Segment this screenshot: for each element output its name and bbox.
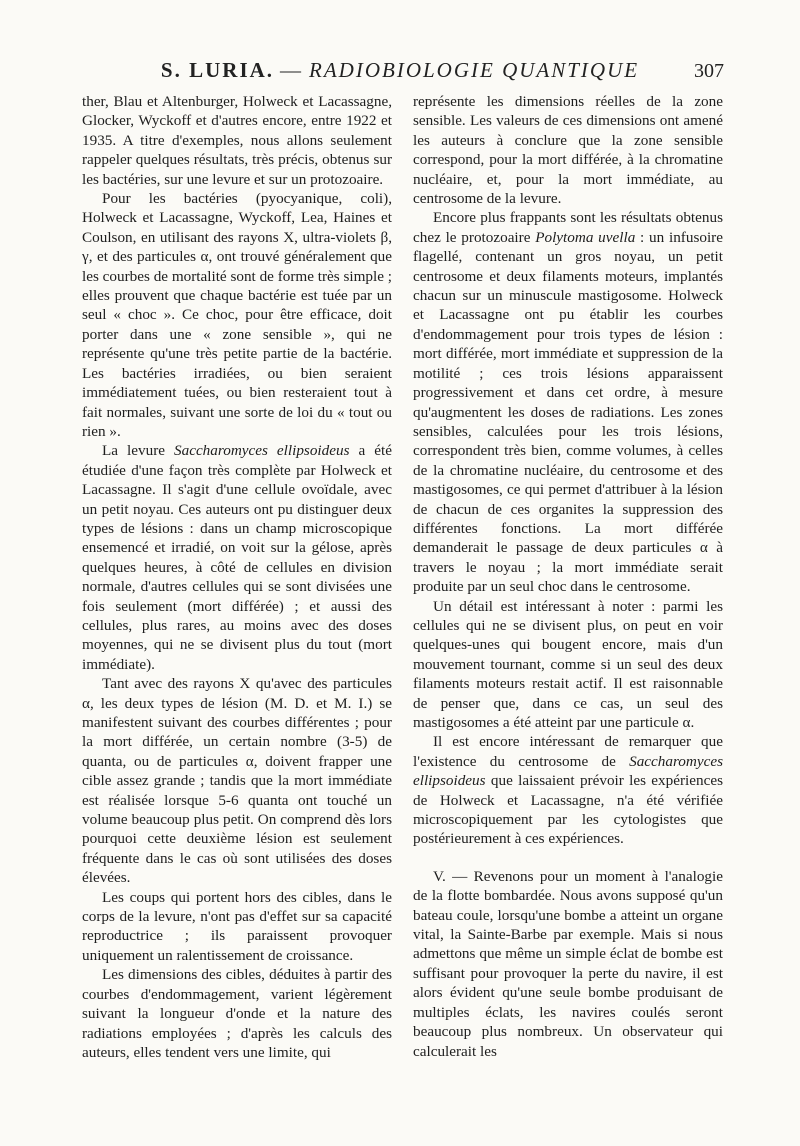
- text-run: que laissaient prévoir les expériences de Holweck et Lacassagne, n'a été vérifiée microscopiquement par les cytologistes que postérieurement à ces expériences.: [413, 772, 723, 848]
- section-paragraph: V. — Revenons pour un moment à l'analogie de la flotte bombardée. Nous avons supposé qu'un bateau coule, lorsqu'une bombe a atteint un organe vital, la Sainte-Barbe par exemple. Mais si nous admettons que même un simple éclat de bombe est suffisant pour provoquer la perte du navire, il est alors évident qu'une seule bombe produisant de multiples éclats, les navires coulés seront beaucoup plus nombreux. Un observateur qui calculerait les: [413, 867, 723, 1060]
- page-header: [82, 58, 724, 88]
- paragraph: Tant avec des rayons X qu'avec des particules α, les deux types de lésion (M. D. et M. I.) se manifestent suivant des courbes différentes ; pour la mort différée, un certain nombre (3-5) de quanta, ou de particules α, doivent frapper une cible assez grande ; tandis que la mort immédiate est réalisée lorsque 5-6 quanta ont touché un volume beaucoup plus petit. On comprend dès lors pourquoi cette deuxième lésion est seulement fréquente dans le cas où sont utilisées des doses élevées.: [82, 675, 392, 887]
- paragraph: Un détail est intéressant à noter : parmi les cellules qui ne se divisent plus, on peut en voir quelques-unes qui bougent encore, mais d'un mouvement tournant, comme si un seul des deux filaments moteurs restait actif. Il est raisonnable de penser que, dans ce cas, un seul des mastigosomes a été atteint par une particule α.: [413, 597, 723, 731]
- text-run: Encore plus frappants sont les résultats obtenus chez le protozoaire: [413, 209, 723, 246]
- paragraph: Les dimensions des cibles, déduites à partir des courbes d'endommagement, varient légèrement suivant la longueur d'onde et la nature des radiations employées ; d'après les calculs des auteurs, elles tendent vers une limite, qui: [82, 966, 392, 1061]
- text-run: Il est encore intéressant de remarquer que l'existence du centrosome de: [413, 733, 723, 770]
- paragraph: représente les dimensions réelles de la zone sensible. Les valeurs de ces dimensions ont amené les auteurs à conclure que la zone sensible correspond, pour la mort différée, à la chromatine nucléaire, et, pour la mort immédiate, au centrosome de la levure.: [413, 93, 723, 208]
- left-column: [82, 92, 392, 1062]
- header-title: RADIOBIOLOGIE QUANTIQUE: [309, 58, 640, 82]
- text-run: : un infusoire flagellé, contenant un gros noyau, un petit centrosome et deux filaments moteurs, implantés chacun sur un minuscule mastigosome. Holweck et Lacassagne ont pu établir les courbes d'endommagement pour trois types de lésion : mort différée, mort immédiate et suppression de la motilité ; ces trois lésions apparaissent progressivement et dans cet ordre, à mesure qu'augmentent les doses de radiations. Les zones sensibles, calculées pour les trois lésions, correspondent très bien, comme volumes, à celles de la chromatine nucléaire, du centrosome et des mastigosomes, ce qui permet d'attribuer à la lésion de chacun de ces organites la suppression des différentes fonctions. La mort différée demanderait le passage de deux particules α à travers le noyau ; la mort immédiate serait produite par un seul choc dans le centrosome.: [413, 228, 723, 596]
- species-name: Saccharomyces ellipsoideus: [413, 752, 723, 790]
- text-run: La levure: [102, 442, 175, 460]
- right-column: [413, 92, 723, 1061]
- paragraph: Pour les bactéries (pyocyanique, coli), Holweck et Lacassagne, Wyckoff, Lea, Haines et Coulson, en utilisant des rayons X, ultra-violets β, γ, et des particules α, ont trouvé généralement que les courbes de mortalité sont de forme très simple ; elles prouvent que chaque bactérie est tuée par un seul « choc ». Ce choc, pour être efficace, doit porter dans une « zone sensible », qui ne représente qu'une très petite partie de la bactérie. Les bactéries irradiées, ou bien seraient immédiatement tuées, ou bien resteraient tout à fait normales, suivant une sorte de loi du « tout ou rien ».: [82, 190, 392, 440]
- paragraph: [413, 208, 723, 596]
- paragraph: [82, 441, 392, 674]
- species-name: Polytoma uvella: [535, 228, 636, 246]
- species-name: Saccharomyces ellipsoideus: [174, 442, 350, 460]
- text-run: a été étudiée d'une façon très complète par Holweck et Lacassagne. Il s'agit d'une cellule ovoïdale, avec un petit noyau. Ces auteurs ont pu distinguer deux types de lésions : dans un champ microscopique ensemencé et irradié, on voit sur la gélose, après quelques heures, à côté de cellules en division normale, d'autres cellules qui se sont divisées une fois seulement (mort différée) ; et aussi des cellules, plus rares, au moins avec des doses moyennes, qui ne se divisent plus du tout (mort immédiate).: [82, 442, 392, 673]
- running-head: [82, 58, 718, 83]
- header-separator: —: [280, 58, 304, 82]
- paragraph: Les coups qui portent hors des cibles, dans le corps de la levure, n'ont pas d'effet sur sa capacité reproductrice ; ils paraissent provoquer uniquement un ralentissement de croissance.: [82, 888, 392, 964]
- paragraph: [413, 732, 723, 848]
- header-author: S. LURIA.: [160, 58, 275, 82]
- page-number: 307: [694, 60, 724, 82]
- paragraph: ther, Blau et Altenburger, Holweck et Lacassagne, Glocker, Wyckoff et d'autres encore, entre 1922 et 1935. A titre d'exemples, nous allons seulement rappeler quelques résultats, très précis, obtenus sur les bactéries, sur une levure et sur un protozoaire.: [82, 93, 392, 188]
